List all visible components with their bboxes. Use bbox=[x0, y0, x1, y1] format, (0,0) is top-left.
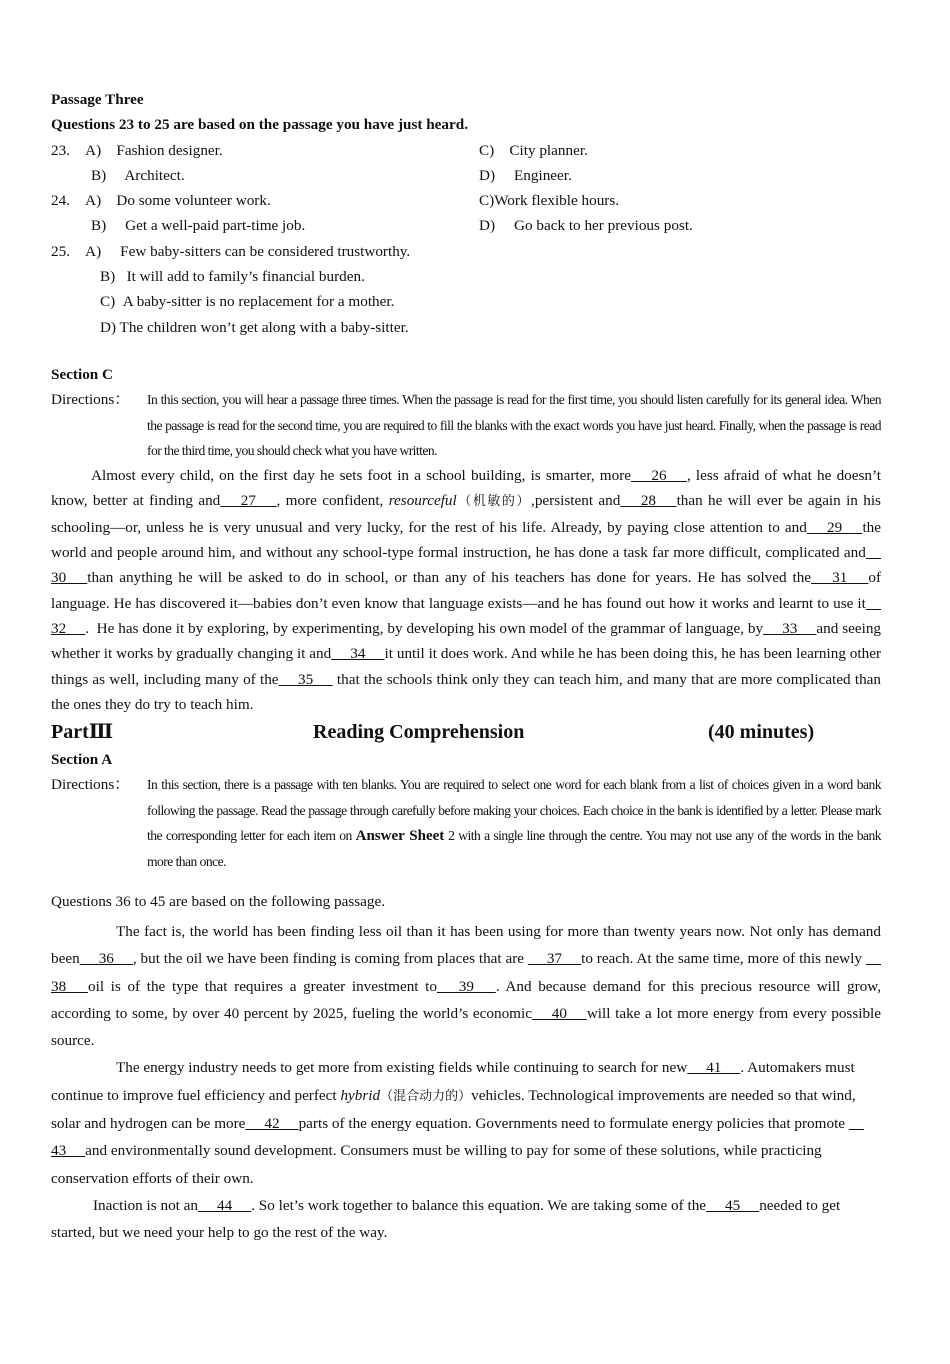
blank-39[interactable]: 39 bbox=[436, 977, 496, 995]
blank-44[interactable]: 44 bbox=[198, 1196, 252, 1214]
blank-29[interactable]: 29 bbox=[806, 518, 863, 536]
passage-three-instruction: Questions 23 to 25 are based on the passage you have just heard. bbox=[51, 116, 468, 134]
q25-option-d: D) The children won’t get along with a baby-sitter. bbox=[100, 318, 409, 336]
q23-row-1 bbox=[51, 138, 881, 163]
blank-43[interactable]: 43 bbox=[51, 1114, 865, 1160]
passage-text: than anything he will be asked to do in school, or than any of his teachers has done for years. He has solved the bbox=[87, 569, 812, 587]
passage-text: , less afraid of what he doesn’t know, better at finding and bbox=[51, 467, 882, 510]
passage-text: . So let’s work together to balance this equation. We are taking some of the bbox=[251, 1196, 707, 1214]
q24-option-b: B) Get a well-paid part-time job. bbox=[91, 217, 306, 235]
q25-number: 25. bbox=[51, 242, 70, 260]
blank-37[interactable]: 37 bbox=[527, 950, 582, 968]
reading-paragraph-2 bbox=[51, 1054, 881, 1191]
passage-text: than he will ever be again in his schooling—or, unless he is very unusual and very lucky, for the rest of his life. Already, by paying close attention to and bbox=[51, 492, 881, 536]
section-c-directions-text: In this section, you will hear a passage three times. When the passage is read for the first time, you should listen carefully for its general idea. When the passage is read for the second time, you are required to fill the blanks with the exact words you have just heard. Finally, when the passage is read for the third time, you should check what you have written. bbox=[147, 392, 881, 458]
blank-40[interactable]: 40 bbox=[531, 1004, 587, 1022]
q23-number: 23. bbox=[51, 141, 70, 159]
q24-option-d: D) Go back to her previous post. bbox=[479, 217, 693, 235]
blank-35[interactable]: 35 bbox=[278, 670, 333, 688]
passage-text: to reach. At the same time, more of this newly bbox=[581, 950, 866, 968]
answer-sheet-label: Answer Sheet bbox=[355, 828, 445, 845]
passage-text: needed to get started, but we need your help to go the rest of the way. bbox=[51, 1196, 841, 1242]
blank-41[interactable]: 41 bbox=[687, 1059, 741, 1077]
part-number: PartⅢ bbox=[51, 721, 114, 744]
passage-text: that the schools think only they can teach him, and many that are more complicated than the ones they do try to teach him. bbox=[51, 670, 882, 713]
passage-text: . And because demand for this precious resource will grow, according to some, by over 40 percent by 2025, fueling the world’s economic bbox=[51, 977, 881, 1022]
section-a-directions-text bbox=[147, 772, 881, 874]
passage-text: The energy industry needs to get more from existing fields while continuing to search for new bbox=[116, 1059, 688, 1077]
passage-text: oil is of the type that requires a greater investment to bbox=[88, 977, 437, 995]
q23-option-d: D) Engineer. bbox=[479, 166, 572, 184]
passage-text: . Automakers must continue to improve fuel efficiency and perfect bbox=[51, 1059, 855, 1104]
blank-38[interactable]: 38 bbox=[51, 950, 881, 995]
passage-text: , more confident, bbox=[276, 492, 389, 510]
blank-33[interactable]: 33 bbox=[763, 619, 817, 637]
q24-option-c: C)Work flexible hours. bbox=[479, 192, 620, 210]
directions-text: 2 with a single line through the centre. You may not use any of the words in the bank more than once. bbox=[147, 828, 882, 870]
q25-option-c: C) A baby-sitter is no replacement for a mother. bbox=[100, 293, 395, 311]
q23-option-b: B) Architect. bbox=[91, 166, 185, 184]
gloss-word-hybrid: hybrid bbox=[340, 1086, 381, 1104]
passage-text: The fact is, the world has been finding less oil than it has been using for more than twenty years now. Not only has demand been bbox=[51, 922, 881, 968]
passage-text: , but the oil we have been finding is coming from places that are bbox=[132, 950, 528, 968]
blank-42[interactable]: 42 bbox=[245, 1114, 299, 1132]
passage-text: Inaction is not an bbox=[93, 1196, 199, 1214]
q23-row-2 bbox=[51, 163, 881, 188]
part-three-header bbox=[51, 717, 881, 747]
gloss-chinese: （机敏的） bbox=[456, 494, 532, 510]
q24-row-1 bbox=[51, 188, 881, 213]
passage-text: parts of the energy equation. Governments need to formulate energy policies that promote bbox=[298, 1114, 849, 1132]
passage-text: will take a lot more energy from every possible source. bbox=[51, 1004, 882, 1050]
passage-text: and seeing whether it works by gradually changing it and bbox=[51, 619, 882, 663]
section-a-intro: Questions 36 to 45 are based on the following passage. bbox=[51, 892, 386, 910]
q23-option-c: C) City planner. bbox=[479, 141, 588, 159]
directions-text: In this section, there is a passage with ten blanks. You are required to select one word for each blank from a list of choices given in a word bank following the passage. Read the passage through carefully before making your choices. Each choice in the bank is identified by a letter. Please mark the corresponding letter for each item on bbox=[147, 777, 881, 844]
part-time: (40 minutes) bbox=[708, 721, 815, 744]
q24-number: 24. bbox=[51, 192, 70, 210]
blank-28[interactable]: 28 bbox=[620, 492, 677, 510]
blank-31[interactable]: 31 bbox=[811, 569, 869, 587]
section-a-directions-label: Directions： bbox=[51, 776, 130, 794]
passage-text: it until it does work. And while he has been doing this, he has been learning other things as well, including many of the bbox=[51, 645, 882, 688]
blank-45[interactable]: 45 bbox=[706, 1196, 760, 1214]
passage-text: the world and people around him, and without any school-type formal instruction, he has done a task far more difficult, complicated and bbox=[51, 518, 882, 562]
part-title: Reading Comprehension bbox=[313, 721, 525, 744]
section-a-directions bbox=[51, 772, 881, 874]
blank-36[interactable]: 36 bbox=[79, 950, 133, 968]
passage-text: ,persistent and bbox=[531, 492, 621, 510]
section-c-title: Section C bbox=[51, 365, 114, 383]
gloss-word-resourceful: resourceful bbox=[388, 492, 457, 510]
section-c-passage bbox=[51, 463, 881, 717]
passage-text: of language. He has discovered it—babies don’t even know that language exists—and he has found out how it works and learnt to use it bbox=[51, 569, 882, 612]
passage-text: Almost every child, on the first day he sets foot in a school building, is smarter, more bbox=[91, 467, 632, 485]
q25-row-1 bbox=[51, 239, 881, 264]
blank-26[interactable]: 26 bbox=[631, 467, 687, 485]
section-c-directions-label: Directions： bbox=[51, 391, 130, 409]
q23-option-a: A) Fashion designer. bbox=[85, 141, 223, 159]
q25-option-a: A) Few baby-sitters can be considered trustworthy. bbox=[85, 242, 411, 260]
passage-text: and environmentally sound development. Consumers must be willing to pay for some of these solutions, while practicing conservation efforts of their own. bbox=[51, 1142, 822, 1187]
reading-paragraph-3 bbox=[51, 1192, 881, 1247]
document-page bbox=[51, 87, 881, 1246]
blank-30[interactable]: 30 bbox=[51, 544, 881, 587]
section-a-title: Section A bbox=[51, 751, 113, 769]
passage-three-title: Passage Three bbox=[51, 91, 144, 108]
passage-text: vehicles. Technological improvements are needed so that wind, solar and hydrogen can be more bbox=[51, 1086, 856, 1132]
blank-27[interactable]: 27 bbox=[220, 492, 277, 510]
q24-row-2 bbox=[51, 213, 881, 238]
blank-34[interactable]: 34 bbox=[331, 645, 385, 663]
gloss-chinese: （混合动力的） bbox=[380, 1088, 472, 1104]
q24-option-a: A) Do some volunteer work. bbox=[85, 192, 271, 210]
passage-text: . He has done it by exploring, by experimenting, by developing his own model of the grammar of language, by bbox=[85, 619, 764, 637]
section-c-directions bbox=[51, 387, 881, 463]
reading-paragraph-1 bbox=[51, 918, 881, 1054]
blank-32[interactable]: 32 bbox=[51, 594, 881, 637]
q25-option-b: B) It will add to family’s financial burden. bbox=[100, 268, 365, 286]
